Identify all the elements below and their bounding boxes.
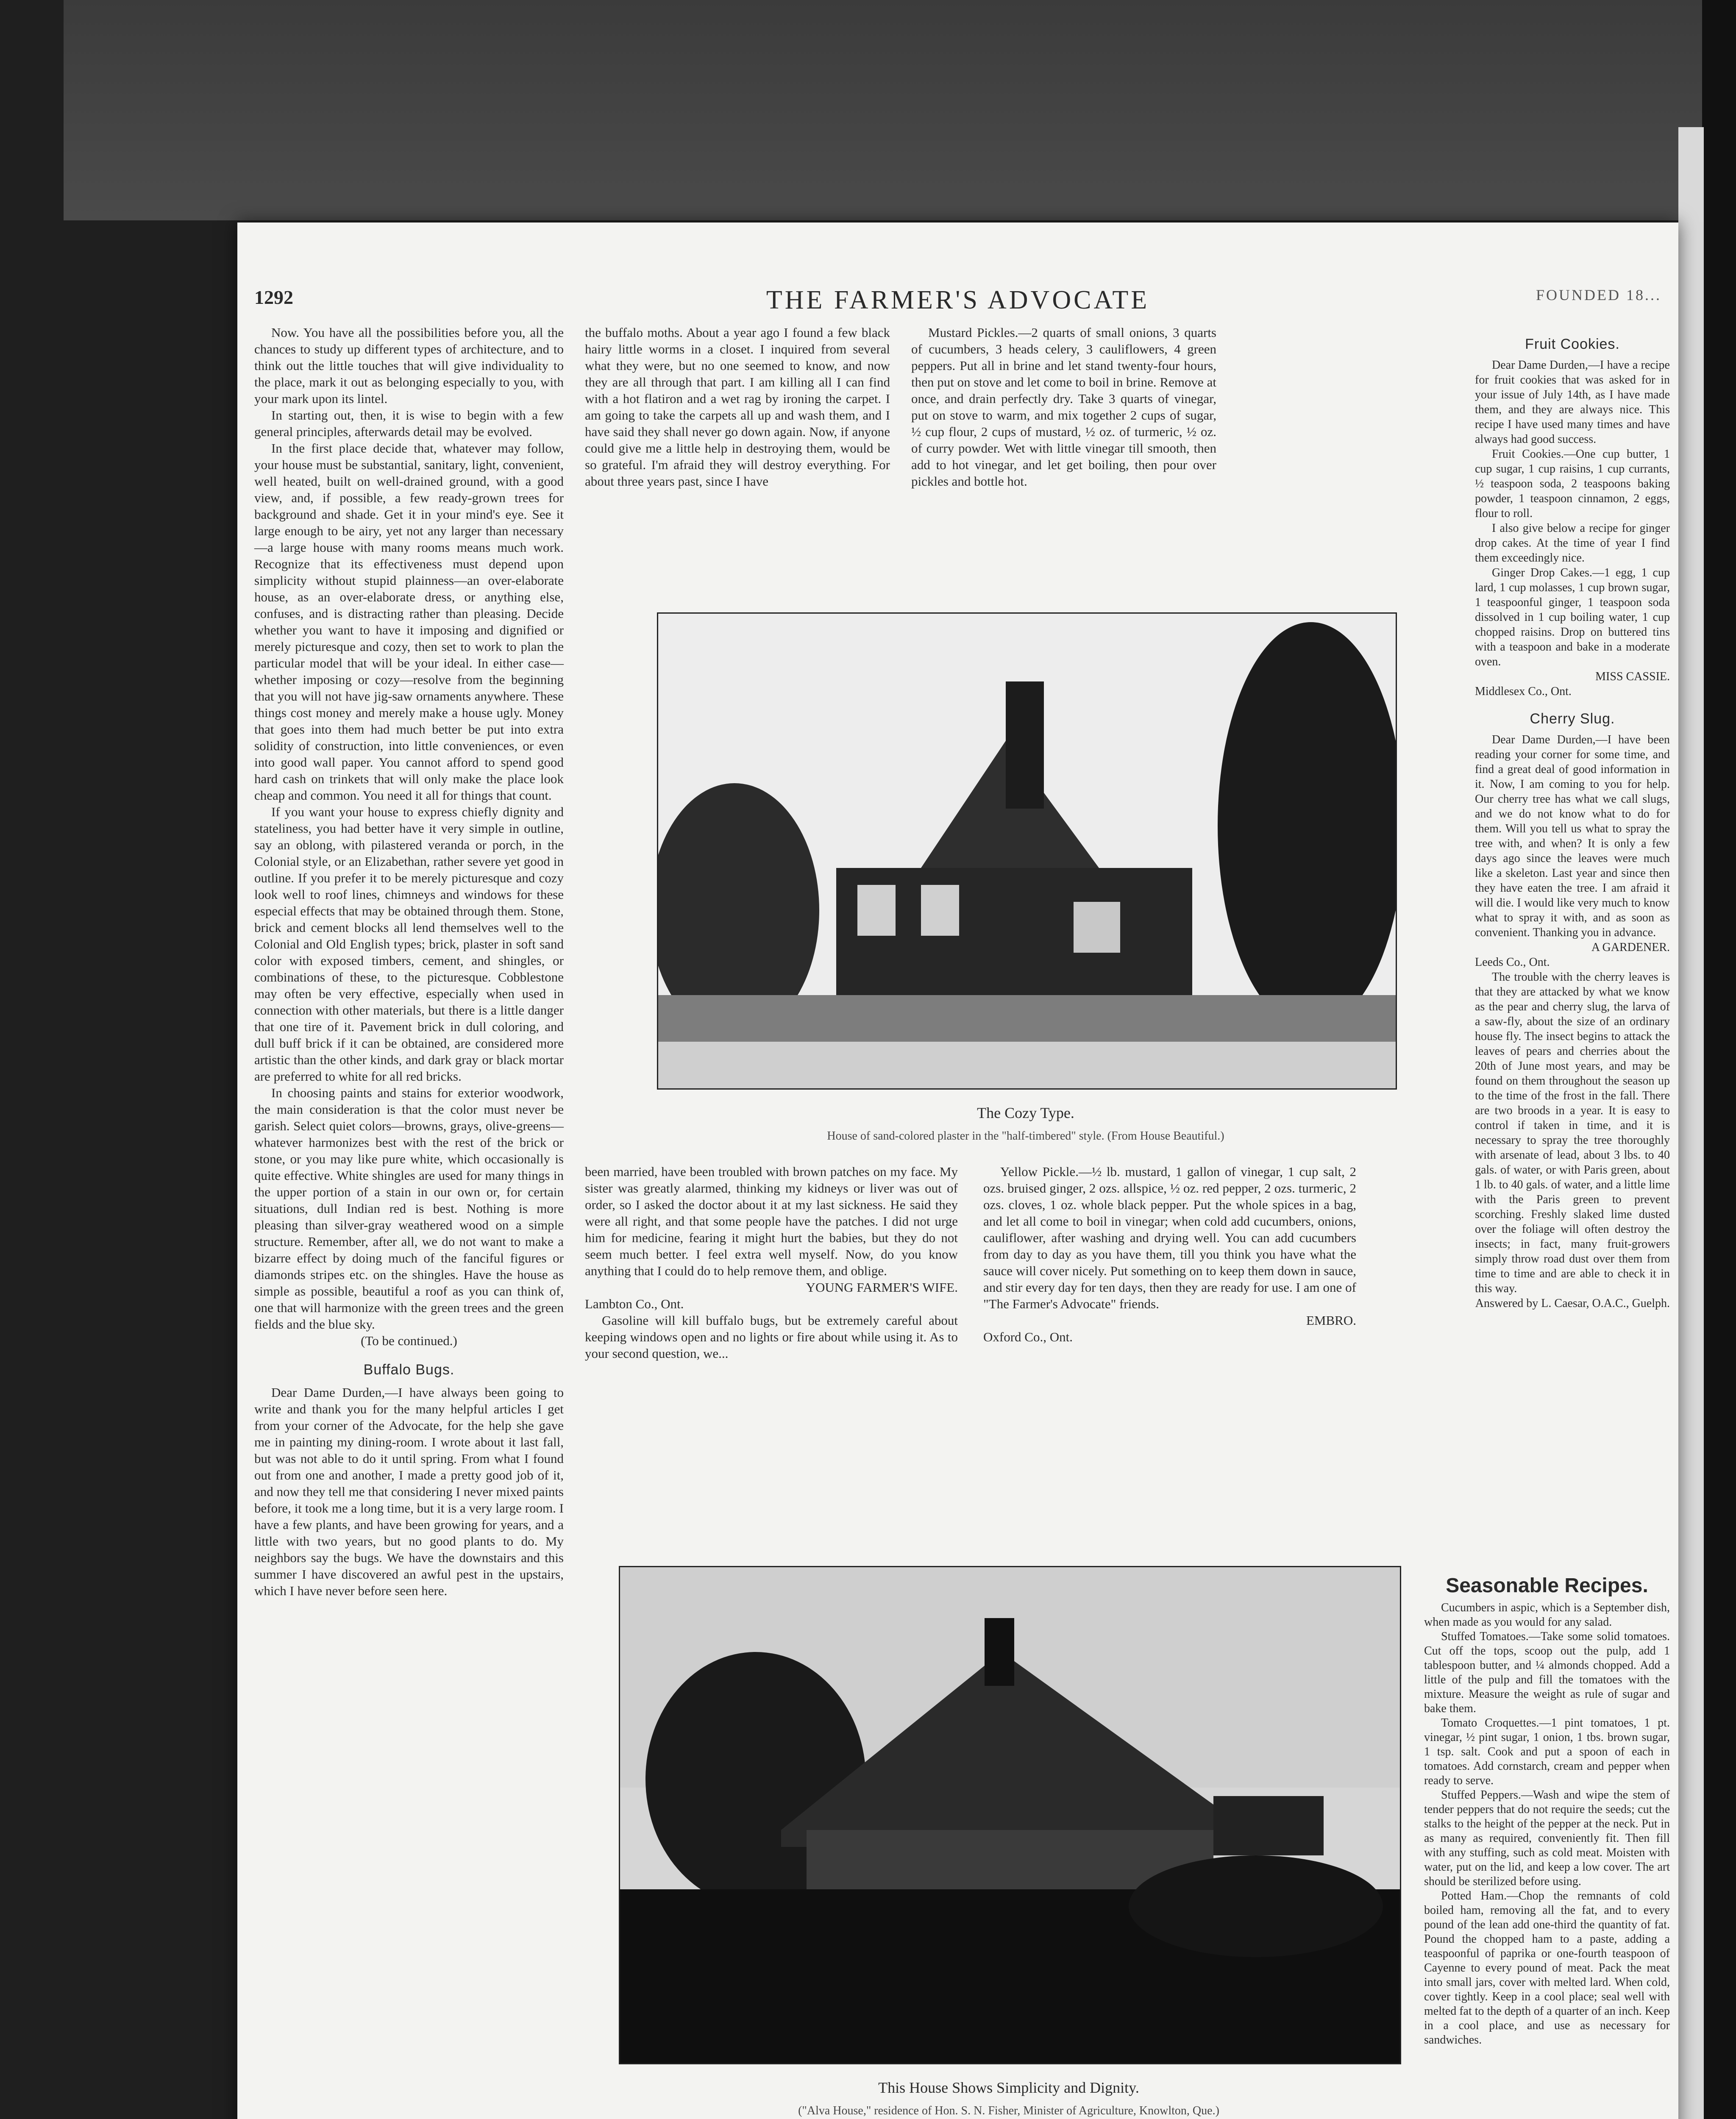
letter-buffalo-bugs: Dear Dame Durden,—I have always been going to write and thank you for the many helpful articles I get from your corner of the Advocate, for the help she gave me in painting my dining-room. I wrote about it last fall, but was not able to do it until spring. From what I found out from one and another, I made a pretty good job of it, and now they tell me that considering I never mixed paints before, it took me a long time, but it is a very large room. I have a few plants, and have been growing for years, and a little with two years, but no good plants to do. My neighbors say the bugs. We have the downstairs and this summer I have discovered an awful pest in the upstairs, which I have never before seen here. [254, 1385, 564, 1598]
running-head: FOUNDED 18... [1536, 286, 1661, 303]
heading-seasonable-recipes: Seasonable Recipes. [1446, 1574, 1648, 1597]
article-paragraph: Now. You have all the possibilities before you, all the chances to study up different types of architecture, and to think out the little touches that will give individuality to the place, mark it out as belonging especially to you, with your mark upon its lintel. [254, 325, 564, 406]
signature: YOUNG FARMER'S WIFE. [806, 1280, 958, 1295]
recipe-paragraph: Potted Ham.—Chop the remnants of cold boiled ham, removing all the fat, and to every pound of the lean add one-third the quantity of fat. Pound the chopped ham to a paste, adding a teaspoonful of paprika or one-fourth teaspoon of Cayenne to every pound of meat. Pack the meat into small jars, cover with melted lard. When cold, cover tightly. Keep in a cool place; seal well with melted fat to the depth of a quarter of an inch. Keep in a cool place, and use as necessary for sandwiches. [1424, 1889, 1670, 2047]
photo-cozy-house [657, 612, 1397, 1090]
article-paragraph: In starting out, then, it is wise to begin with a few general principles, afterwards detail may be evolved. [254, 408, 564, 439]
signature: Answered by L. Caesar, O.A.C., Guelph. [1475, 1297, 1670, 1310]
signature: MISS CASSIE. [1595, 670, 1670, 683]
column-2-middle [585, 1163, 958, 1362]
answer-paragraph: Gasoline will kill buffalo bugs, but be extremely careful about keeping windows open and no lights or fire about while using it. As to your second question, we... [585, 1313, 958, 1361]
location: Lambton Co., Ont. [585, 1296, 684, 1311]
scan-background-top [64, 0, 1736, 220]
location: Middlesex Co., Ont. [1475, 685, 1572, 698]
article-paragraph: If you want your house to express chiefly dignity and stateliness, you had better have it very simple in outline, say an oblong, with pilastered veranda or porch, in the Colonial style, or an Elizabethan, rather severe yet good in outline. If you prefer it to be merely picturesque and cozy look well to roof lines, chimneys and windows for these especial effects that may be obtained through them. Stone, brick and cement blocks all lend themselves well to the Colonial and Old English types; brick, plaster in soft sand color with exposed timbers, cement, and shingles, or combinations of these, to the picturesque. Cobblestone may often be very effective, especially when used in connection with other materials, but there is a little danger that one tire of it. Pavement brick in dull coloring, and dull buff brick if it can be obtained, are considered more artistic than the other kinds, and dark gray or black mortar are preferred to white for all red bricks. [254, 804, 564, 1084]
article-paragraph: In the first place decide that, whatever may follow, your house must be substantial, sanitary, light, convenient, well heated, built on well-drained ground, with a good view, and, if possible, a few ready-grown trees for background and shade. Get it in your mind's eye. See it large enough to be airy, yet not any larger than necessary—a large house with many rooms means much work. Recognize that its effectiveness must depend upon simplicity without stupid plainness—an over-elaborate house, as an over-elaborate dress, or anything else, confuses, and is distracting rather than pleasing. Decide whether you want to have it imposing and dignified or merely picturesque and cozy, then set to work to plan the particular model that will be your ideal. In either case—whether imposing or cozy—resolve from the beginning that you will not have jig-saw ornaments anywhere. These things cost money and merely make a house ugly. Money that goes into them had much better be put into extra solidity of construction, into little conveniences, or even into good wall paper. You cannot afford to spend good hard cash on trinkets that will only make the place look cheap and common. You need it all for things that count. [254, 441, 564, 803]
column-3-top [911, 324, 1216, 489]
recipe-paragraph: Ginger Drop Cakes.—1 egg, 1 cup lard, 1 cup molasses, 1 cup brown sugar, 1 teaspoonful ginger, 1 teaspoon soda dissolved in 1 cup boiling water, 1 cup chopped raisins. Drop on buttered tins with a teaspoon and bake in a moderate oven. [1475, 566, 1670, 668]
recipe-paragraph: Stuffed Tomatoes.—Take some solid tomatoes. Cut off the tops, scoop out the pulp, add 1 tablespoon butter, and ¼ almonds chopped. Add a little of the pulp and fill the tomatoes with the mixture. Measure the weight as rule of sugar and bake them. [1424, 1630, 1670, 1715]
column-2-top [585, 324, 890, 489]
letter-paragraph: Dear Dame Durden,—I have a recipe for fruit cookies that was asked for in your issue of July 14th, as I have made them, and they are always nice. This recipe I have used many times and have always had good success. [1475, 359, 1670, 446]
newspaper-page [237, 222, 1678, 2119]
continued-note: (To be continued.) [361, 1333, 457, 1348]
heading-fruit-cookies: Fruit Cookies. [1525, 336, 1620, 352]
letter-paragraph: Dear Dame Durden,—I have been reading your corner for some time, and find a great deal of good information in it. Now, I am coming to you for help. Our cherry tree has what we call slugs, and we do not know what to do for them. Will you tell us what to spray the tree with, and when? It is only a few days ago since the leaves were much like a skeleton. Last year and since then they have eaten the tree. I am afraid it will die. I would like very much to know what to spray it with, and as soon as convenient. Thanking you in advance. [1475, 733, 1670, 939]
recipe-mustard-pickles: Mustard Pickles.—2 quarts of small onions, 3 quarts of cucumbers, 3 heads celery, 3 cauliflowers, 4 green peppers. Put all in brine and let stand twenty-four hours, then put on stove and let come to boil in brine. Remove at once, and drain perfectly dry. Take 3 quarts of vinegar, put on stove to warm, and mix together 2 cups of sugar, ½ cup flour, 2 cups of mustard, ½ oz. of turmeric, ½ oz. of curry powder. Wet with little vinegar till smooth, then add to hot vinegar, and let get boiling, then pour over pickles and bottle hot. [911, 325, 1216, 489]
signature: EMBRO. [1306, 1313, 1356, 1328]
masthead: THE FARMER'S ADVOCATE [766, 286, 1150, 314]
recipe-paragraph: Fruit Cookies.—One cup butter, 1 cup sugar, 1 cup raisins, 1 cup currants, ½ teaspoon soda, 2 teaspoons baking powder, 1 teaspoon cinnamon, 2 eggs, flour to roll. [1475, 448, 1670, 520]
signature: A GARDENER. [1591, 941, 1670, 954]
heading-buffalo-bugs: Buffalo Bugs. [363, 1362, 455, 1378]
column-1 [254, 324, 564, 1599]
photo-dignity-house [619, 1566, 1401, 2064]
location: Oxford Co., Ont. [983, 1329, 1073, 1344]
recipe-yellow-pickle: Yellow Pickle.—½ lb. mustard, 1 gallon of vinegar, 1 cup salt, 2 ozs. bruised ginger, 2 ozs. allspice, ½ oz. red pepper, 2 ozs. turmeric, 2 ozs. cloves, 1 oz. whole black pepper. Put the whole spices in a bag, and let all come to boil in vinegar; when cold add cucumbers, onions, cauliflower, after washing and drying well. You can add cucumbers from day to day as you have them, till you think you have what the sauce will cover nicely. Put something on to keep them down in sauce, and stir every day for ten days, then they are ready for use. I am one of "The Farmer's Advocate" friends. [983, 1164, 1356, 1311]
column-4 [1475, 324, 1670, 1311]
recipe-paragraph: Cucumbers in aspic, which is a September dish, when made as you would for any salad. [1424, 1601, 1670, 1629]
article-paragraph: the buffalo moths. About a year ago I found a few black hairy little worms in a closet. I inquired from several what they were, but no one seemed to know, and now they are all through that part. I am killing all I can find with a hot flatiron and a wet rag by ironing the carpet. I am going to take the carpets all up and wash them, and I have said they shall never go down again. Now, if anyone could give me a little help in destroying them, would be so grateful. I'm afraid they will destroy everything. For about three years past, since I have [585, 325, 890, 489]
photo-caption-subtitle: ("Alva House," residence of Hon. S. N. Fisher, Minister of Agriculture, Knowlton, Que.) [798, 2104, 1219, 2117]
location: Leeds Co., Ont. [1475, 956, 1550, 969]
article-paragraph: been married, have been troubled with brown patches on my face. My sister was greatly alarmed, thinking my kidneys or liver was out of order, so I asked the doctor about it at my last sickness. He said they were all right, and that some people have the patches. I did not urge him for medicine, fearing it might hurt the babies, but they do not seem much better. I feel extra well myself. Now, do you know anything that I could do to help remove them, and oblige. [585, 1164, 958, 1278]
article-paragraph: In choosing paints and stains for exterior woodwork, the main consideration is that the color must never be garish. Select quiet colors—browns, grays, olive-greens—whatever harmonizes best with the rest of the brick or stone, or you may like pure white, which occasionally is quite effective. White shingles are used for many things in the upper portion of a stain in our own or, for certain situations, dull Indian red is best. Nothing is more pleasing than silver-gray weathered wood on a simple structure. Remember, after all, we do not want to make a bizarre effect by doing much of the fanciful figures or diamonds stripes etc. on the shingles. Have the house as simple as possible, beautiful a roof as you can think of, one that will harmonize with the green trees and the green fields and the blue sky. [254, 1085, 564, 1332]
photo-caption-title: The Cozy Type. [977, 1104, 1074, 1121]
page-number: 1292 [254, 286, 293, 308]
photo-caption-title: This House Shows Simplicity and Dignity. [878, 2079, 1139, 2096]
column-3-middle [983, 1163, 1356, 1345]
recipe-paragraph: Stuffed Peppers.—Wash and wipe the stem of tender peppers that do not require the seeds; cut the stalks to the height of the pepper at the neck. Put in as many as required, conveniently fit. Then fill with any stuffing, such as cold meat. Moisten with water, put on the lid, and keep a low cover. The art should be sterilized before using. [1424, 1788, 1670, 1888]
scan-background-edge [1702, 0, 1736, 2119]
recipe-paragraph: Tomato Croquettes.—1 pint tomatoes, 1 pt. vinegar, ½ pint sugar, 1 onion, 1 tbs. brown sugar, 1 tsp. salt. Cook and put a spoon of each in tomatoes. Add cornstarch, cream and pepper when ready to serve. [1424, 1716, 1670, 1787]
heading-cherry-slug: Cherry Slug. [1530, 711, 1615, 727]
adjacent-page-edge [1678, 127, 1704, 2119]
answer-paragraph: The trouble with the cherry leaves is that they are attacked by what we know as the pear and cherry slug, the larva of a saw-fly, about the size of an ordinary house fly. The insect begins to attack the leaves of pears and cherries about the 20th of June most years, and may be found on them throughout the season up to the time of the frost in the fall. There are two broods in a year. It is easy to control if taken in time, and it is necessary to spray the tree thoroughly with arsenate of lead, about 3 lbs. to 40 gals. of water, or with Paris green, about 1 lb. to 40 gals. of water, and a little lime with the Paris green to prevent scorching. Freshly slaked lime dusted over the foliage will often destroy the insects; in fact, many fruit-growers simply throw road dust over them from time to time and are able to check it in this way. [1475, 971, 1670, 1295]
photo-caption-subtitle: House of sand-colored plaster in the "half-timbered" style. (From House Beautiful.) [827, 1129, 1224, 1143]
letter-paragraph: I also give below a recipe for ginger drop cakes. At the time of year I find them exceedingly nice. [1475, 522, 1670, 565]
column-4-bottom [1424, 1570, 1670, 2047]
